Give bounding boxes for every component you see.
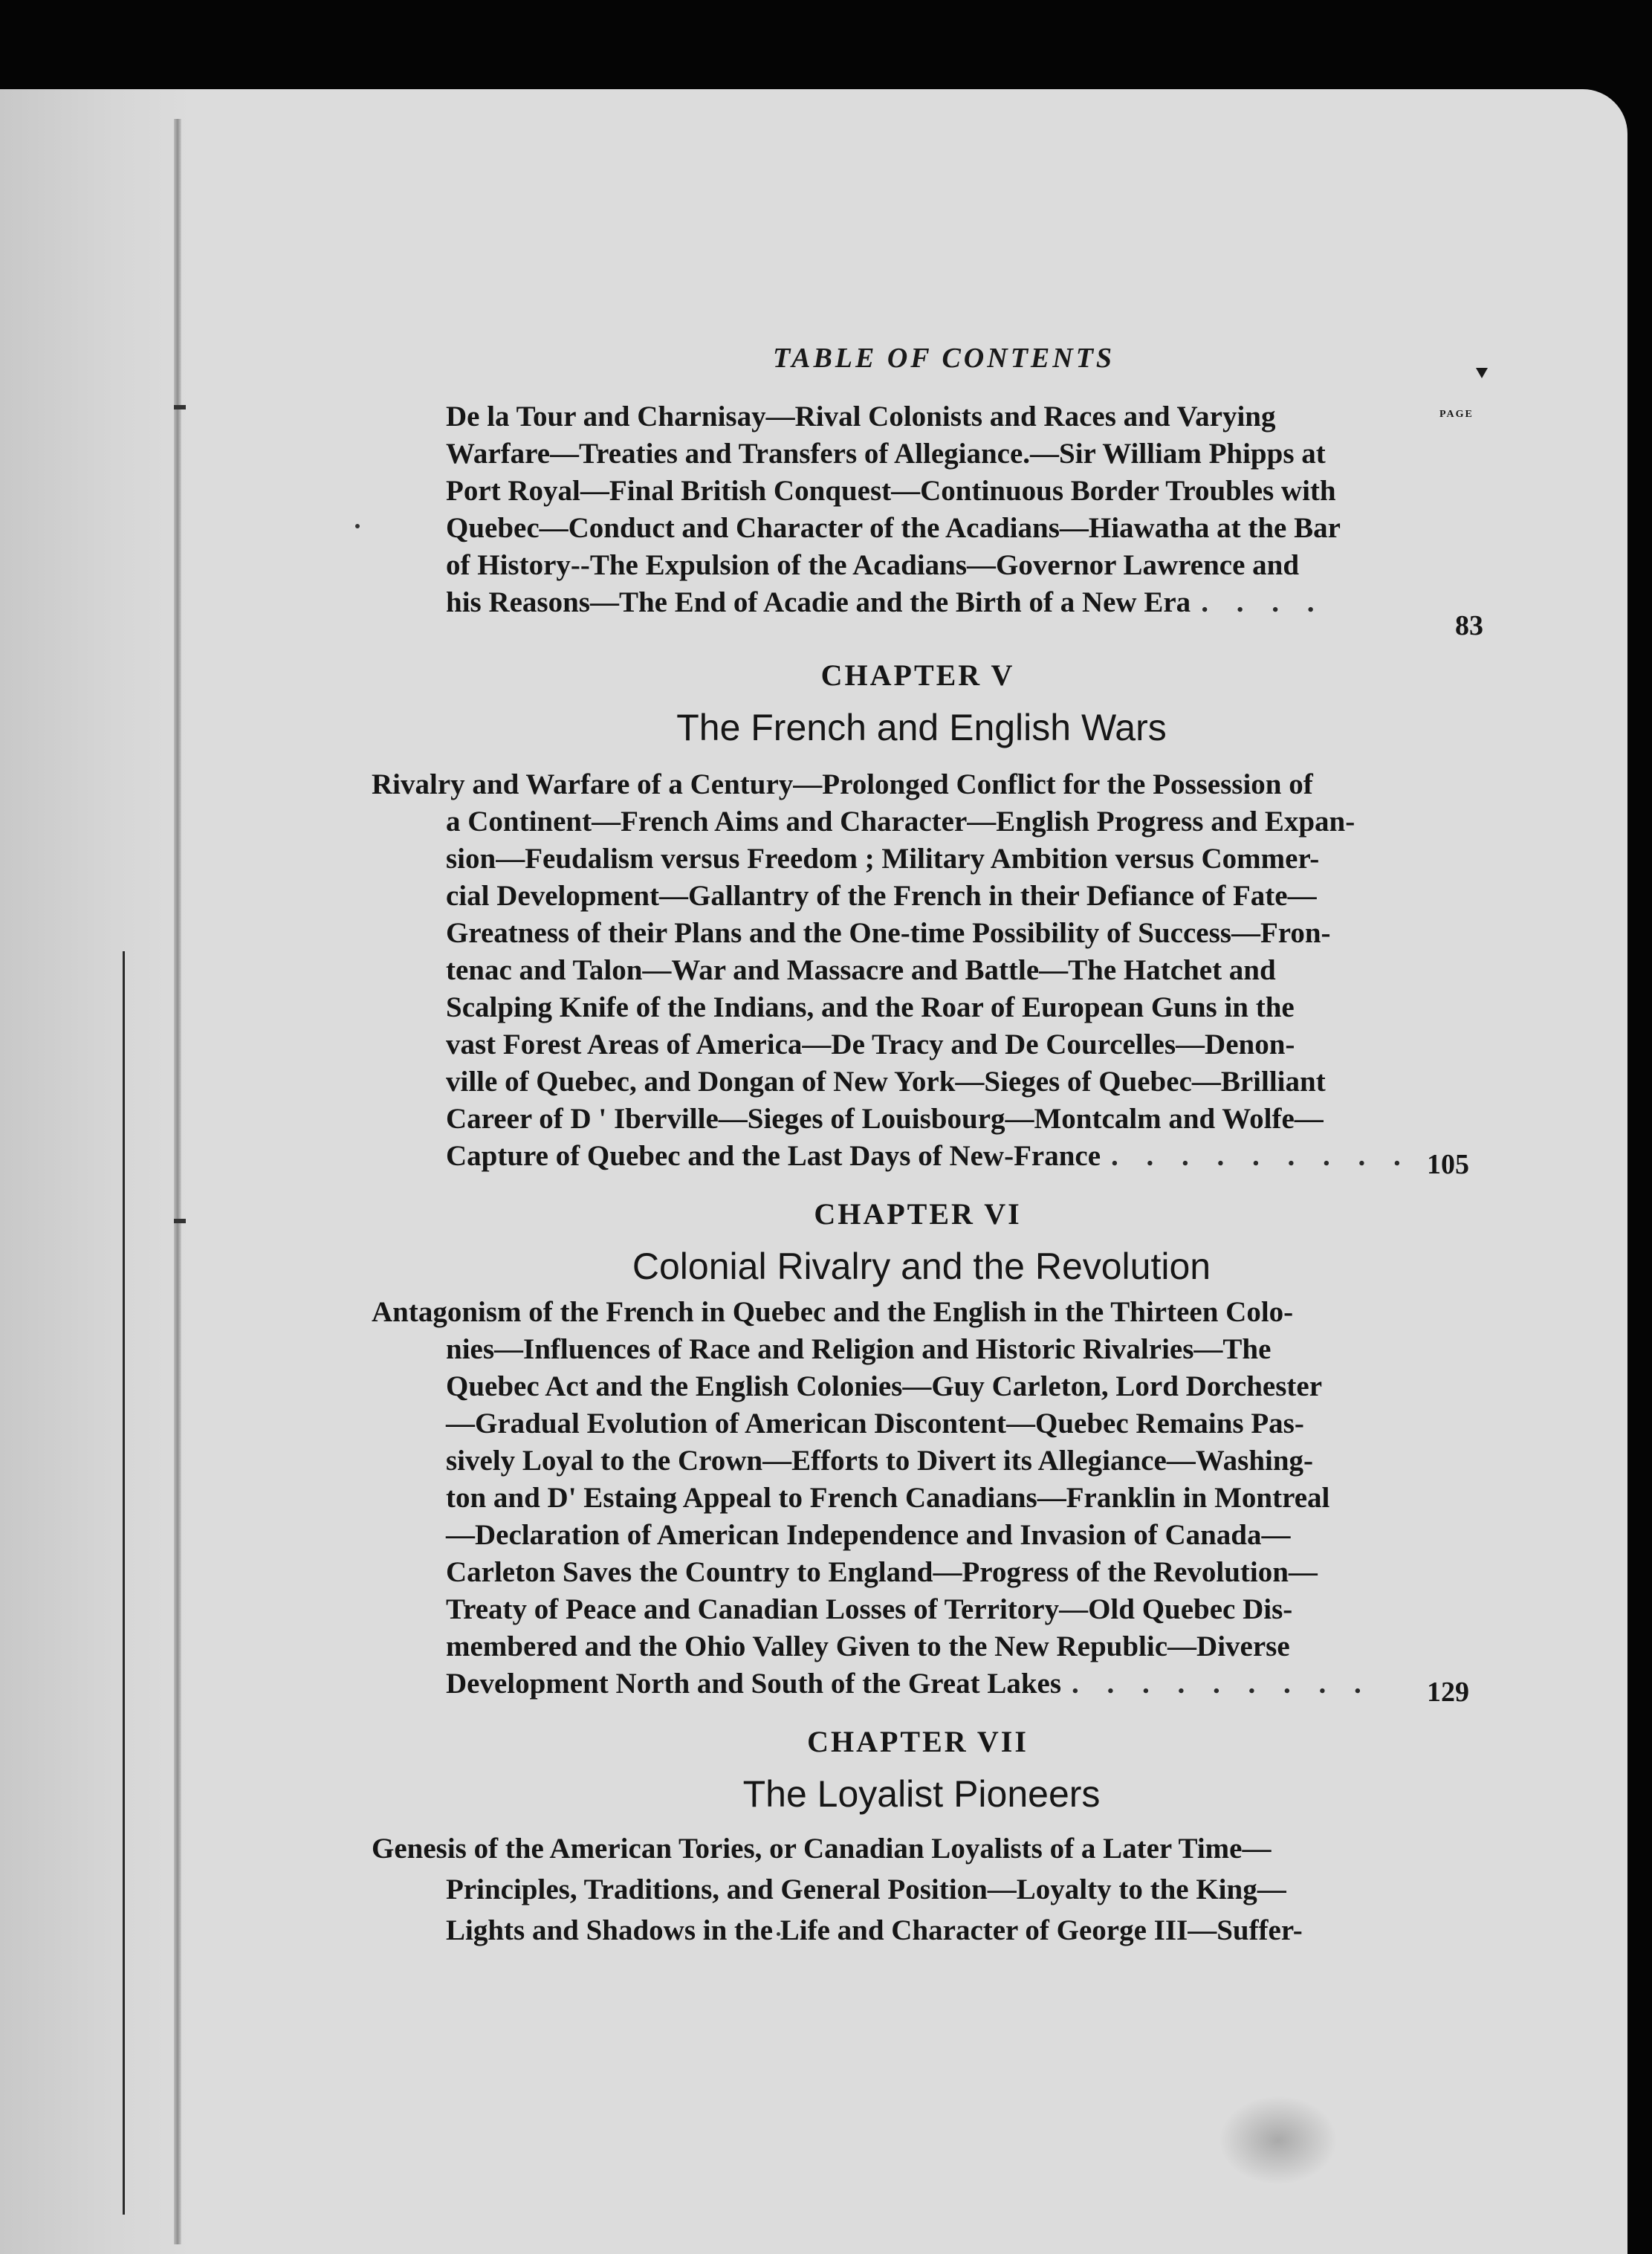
summary-line: Lights and Shadows in the Life and Character of George III—Suffer-	[446, 1914, 1303, 1946]
page-smudge	[1219, 2096, 1338, 2185]
summary-line: Genesis of the American Tories, or Canadian Loyalists of a Later Time—	[372, 1833, 1272, 1865]
chapter-title: The Loyalist Pioneers	[742, 1773, 1101, 1815]
summary-line: cial Development—Gallantry of the French in their Defiance of Fate—	[446, 880, 1317, 912]
summary-last-line	[446, 1137, 1419, 1176]
entry-line: his Reasons—The End of Acadie and the Birth of a New Era	[446, 586, 1191, 618]
running-head: TABLE OF CONTENTS	[773, 343, 1115, 374]
summary-line: Scalping Knife of the Indians, and the Roar of European Guns in the	[446, 991, 1295, 1023]
chapter-title: The French and English Wars	[676, 707, 1167, 748]
summary-line: Quebec Act and the English Colonies—Guy Carleton, Lord Dorchester	[446, 1370, 1323, 1402]
summary-line: tenac and Talon—War and Massacre and Battle—The Hatchet and	[446, 954, 1276, 986]
binding-mark	[174, 1219, 186, 1223]
summary-line: ton and D' Estaing Appeal to French Canadians—Franklin in Montreal	[446, 1482, 1330, 1514]
dot-leader: . . . .	[1201, 586, 1325, 618]
binding-mark	[174, 405, 186, 409]
summary-line: a Continent—French Aims and Character—English Progress and Expan-	[446, 806, 1355, 838]
chapter-number: CHAPTER V	[820, 658, 1015, 692]
summary-line: nies—Influences of Race and Religion and Historic Rivalries—The	[446, 1333, 1272, 1365]
summary-line: ville of Quebec, and Dongan of New York—Sieges of Quebec—Brilliant	[446, 1066, 1326, 1098]
summary-line: Treaty of Peace and Canadian Losses of Territory—Old Quebec Dis-	[446, 1593, 1293, 1625]
page-column-label: PAGE	[1439, 409, 1474, 420]
entry-last-line	[446, 583, 1419, 622]
summary-line: Capture of Quebec and the Last Days of New-France	[446, 1140, 1101, 1172]
entry-line: Port Royal—Final British Conquest—Continuous Border Troubles with	[446, 475, 1336, 507]
book-gutter	[174, 119, 181, 2244]
summary-line: sion—Feudalism versus Freedom ; Military Ambition versus Commer-	[446, 843, 1320, 875]
page-number: 129	[1427, 1677, 1469, 1708]
dot-leader: . . . . . . . . .	[1111, 1140, 1411, 1172]
summary-line: —Gradual Evolution of American Discontent—Quebec Remains Pas-	[446, 1408, 1304, 1439]
entry-line: Warfare—Treaties and Transfers of Allegiance.—Sir William Phipps at	[446, 438, 1326, 470]
page-shadow	[0, 89, 193, 2254]
summary-line: Career of D ' Iberville—Sieges of Louisbourg—Montcalm and Wolfe—	[446, 1103, 1324, 1135]
chapter-title: Colonial Rivalry and the Revolution	[632, 1246, 1211, 1287]
summary-line: sively Loyal to the Crown—Efforts to Divert its Allegiance—Washing-	[446, 1445, 1314, 1477]
page-number: 105	[1427, 1149, 1469, 1180]
dot-leader: . . . . . . . . .	[1072, 1668, 1372, 1700]
summary-line: Greatness of their Plans and the One-time Possibility of Success—Fron-	[446, 917, 1331, 949]
entry-line: Quebec—Conduct and Character of the Acadians—Hiawatha at the Bar	[446, 512, 1341, 544]
summary-line: Development North and South of the Great Lakes	[446, 1668, 1062, 1700]
chapter-number: CHAPTER VII	[807, 1725, 1029, 1758]
page-number: 83	[1455, 610, 1483, 641]
chapter-number: CHAPTER VI	[814, 1197, 1022, 1231]
summary-line: —Declaration of American Independence and Invasion of Canada—	[446, 1519, 1291, 1551]
entry-line: De la Tour and Charnisay—Rival Colonists and Races and Varying	[446, 401, 1276, 433]
summary-line: Carleton Saves the Country to England—Progress of the Revolution—	[446, 1556, 1318, 1588]
entry-line: of History--The Expulsion of the Acadians—Governor Lawrence and	[446, 549, 1300, 581]
summary-line: vast Forest Areas of America—De Tracy and De Courcelles—Denon-	[446, 1029, 1295, 1060]
triangle-marker-icon	[1476, 368, 1488, 378]
summary-last-line	[446, 1665, 1419, 1703]
binding-edge	[123, 951, 125, 2215]
ink-speck	[355, 524, 360, 528]
summary-line: membered and the Ohio Valley Given to the New Republic—Diverse	[446, 1630, 1290, 1662]
summary-line: Antagonism of the French in Quebec and the English in the Thirteen Colo-	[372, 1296, 1294, 1328]
summary-line: Rivalry and Warfare of a Century—Prolonged Conflict for the Possession of	[372, 768, 1313, 800]
summary-line: Principles, Traditions, and General Position—Loyalty to the King—	[446, 1874, 1286, 1905]
